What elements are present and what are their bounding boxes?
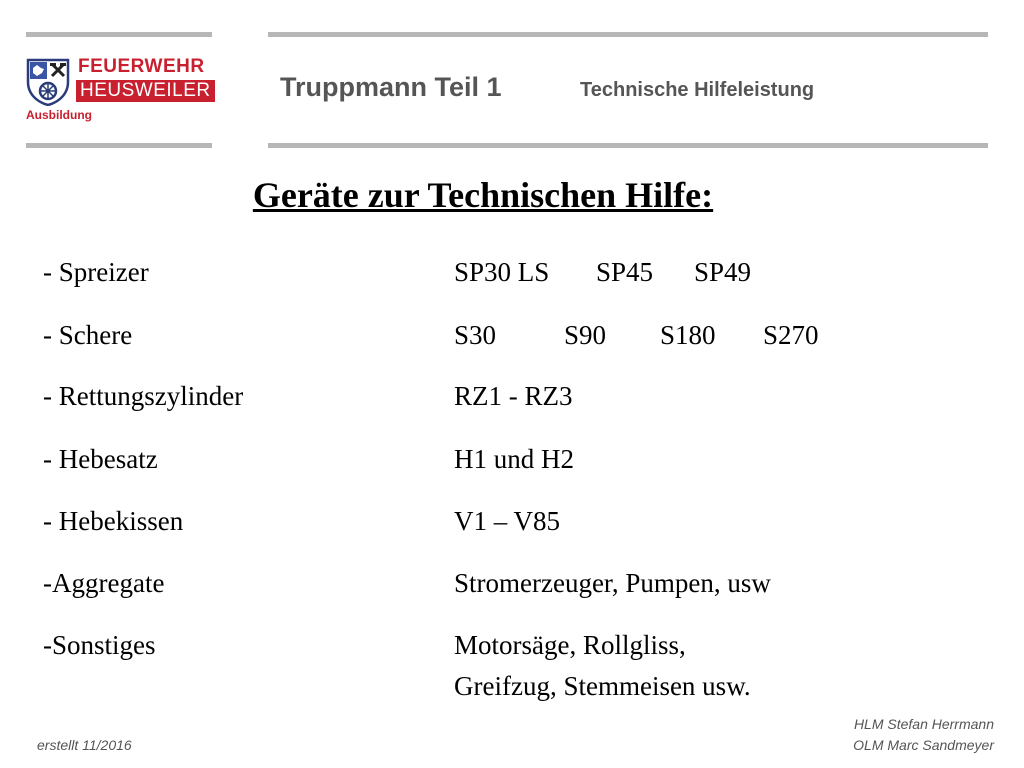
item-label: - Hebekissen — [43, 506, 184, 536]
item-value: S180 — [660, 320, 716, 350]
item-value: Stromerzeuger, Pumpen, usw — [454, 568, 771, 598]
header-rule-top-left — [26, 32, 212, 37]
logo-line-heusweiler: HEUSWEILER — [76, 80, 215, 102]
item-value: RZ1 - RZ3 — [454, 381, 573, 411]
item-value: SP45 — [596, 257, 654, 287]
item-label: - Hebesatz — [43, 444, 158, 474]
item-value: SP49 — [694, 257, 752, 287]
item-label: - Rettungszylinder — [43, 381, 244, 411]
item-values — [454, 256, 751, 288]
item-value: S30 — [454, 320, 497, 350]
item-value: Greifzug, Stemmeisen usw. — [454, 671, 751, 701]
slide-title: Geräte zur Technischen Hilfe: — [252, 175, 714, 215]
header-rule-bottom-right — [268, 143, 988, 148]
item-values — [454, 319, 819, 351]
item-value: Motorsäge, Rollgliss, — [454, 630, 686, 660]
fire-brigade-logo — [26, 56, 216, 128]
item-label: - Spreizer — [43, 257, 149, 287]
footer-created-date: erstellt 11/2016 — [37, 737, 132, 753]
item-value: SP30 LS — [454, 257, 550, 287]
item-value: V1 – V85 — [454, 506, 561, 536]
crest-icon — [26, 58, 70, 106]
footer-author: OLM Marc Sandmeyer — [853, 737, 994, 753]
course-subtitle: Technische Hilfeleistung — [580, 79, 815, 101]
header-rule-top-right — [268, 32, 988, 37]
header-rule-bottom-left — [26, 143, 212, 148]
logo-line-feuerwehr: FEUERWEHR — [78, 56, 205, 77]
item-value: H1 und H2 — [454, 444, 574, 474]
item-value: S270 — [763, 320, 819, 350]
item-value: S90 — [564, 320, 607, 350]
course-title: Truppmann Teil 1 — [280, 72, 502, 102]
footer-author: HLM Stefan Herrmann — [853, 716, 994, 732]
item-label: - Schere — [43, 320, 133, 350]
item-label: -Aggregate — [43, 568, 165, 598]
item-label: -Sonstiges — [43, 630, 156, 660]
logo-line-ausbildung: Ausbildung — [26, 108, 92, 122]
